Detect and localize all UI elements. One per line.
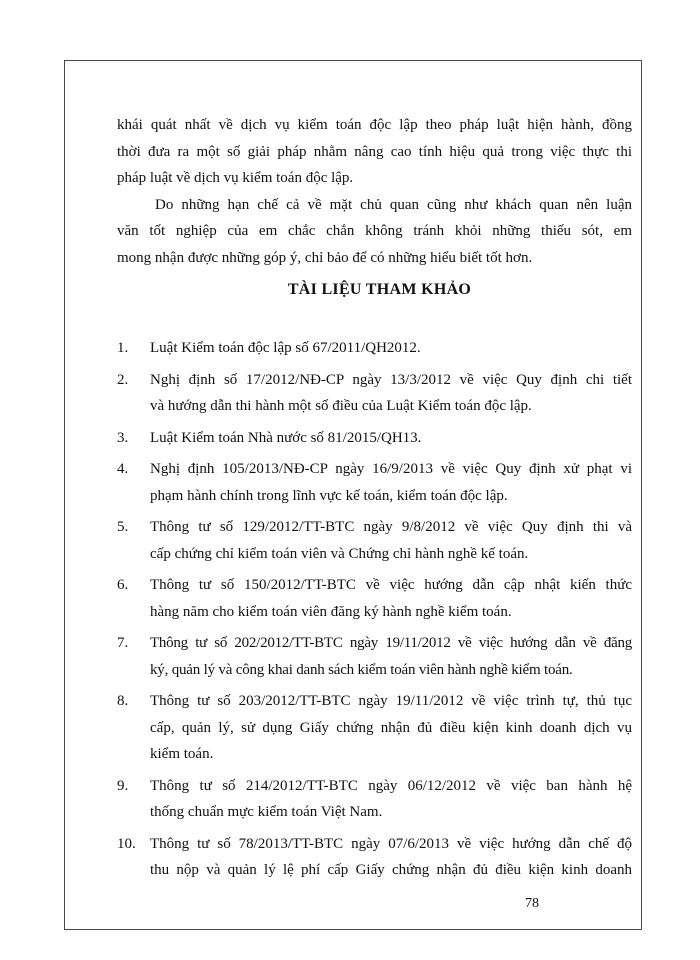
reference-item — [117, 514, 632, 567]
conclusion-section — [117, 112, 632, 271]
text-line: Nghị định số 17/2012/NĐ-CP ngày 13/3/2012 về việc Quy định chi tiết — [150, 371, 632, 388]
reference-text — [150, 831, 632, 884]
text-line: ký, quản lý và công khai danh sách kiểm toán viên hành nghề kiểm toán. — [150, 661, 573, 678]
text-line: Thông tư số 202/2012/TT-BTC ngày 19/11/2012 về việc hướng dẫn về đăng — [150, 635, 632, 651]
references-heading: TÀI LIỆU THAM KHẢO — [287, 281, 472, 298]
references-list — [117, 335, 632, 884]
reference-text — [150, 456, 632, 509]
text-line: văn tốt nghiệp của em chắc chắn không tránh khỏi những thiếu sót, em — [117, 223, 632, 239]
text-line: Thông tư số 150/2012/TT-BTC về việc hướng dẫn cập nhật kiến thức — [150, 577, 632, 593]
reference-text — [150, 425, 632, 452]
reference-item — [117, 630, 632, 683]
reference-text — [150, 514, 632, 567]
reference-item — [117, 367, 632, 420]
reference-text — [150, 367, 632, 420]
reference-item — [117, 335, 632, 362]
reference-number: 5. — [117, 519, 129, 535]
text-line: kiểm toán. — [150, 746, 214, 762]
reference-item — [117, 572, 632, 625]
text-line: Thông tư số 214/2012/TT-BTC ngày 06/12/2012 về việc ban hành hệ — [150, 777, 632, 794]
reference-text — [150, 630, 632, 683]
reference-number: 1. — [117, 340, 129, 356]
conclusion-paragraph-1 — [117, 112, 632, 192]
text-line: Thông tư số 203/2012/TT-BTC ngày 19/11/2012 về việc trình tự, thủ tục — [150, 693, 632, 709]
reference-number: 10. — [117, 835, 136, 852]
text-line: mong nhận được những góp ý, chỉ bảo để có những hiểu biết tốt hơn. — [117, 249, 533, 266]
text-line: phạm hành chính trong lĩnh vực kế toán, kiểm toán độc lập. — [150, 487, 508, 504]
text-line: và hướng dẫn thi hành một số điều của Luật Kiểm toán độc lập. — [150, 398, 532, 414]
reference-text — [150, 335, 632, 362]
reference-text — [150, 572, 632, 625]
reference-item — [117, 688, 632, 768]
page-number: 78 — [525, 896, 539, 911]
text-line: cấp, quản lý, sử dụng Giấy chứng nhận đủ điều kiện kinh doanh dịch vụ — [150, 719, 632, 736]
reference-item — [117, 456, 632, 509]
reference-number: 6. — [117, 577, 129, 593]
conclusion-paragraph-2 — [117, 192, 632, 272]
reference-number: 4. — [117, 461, 129, 477]
text-line: pháp luật về dịch vụ kiểm toán độc lập. — [117, 170, 354, 186]
text-line: Luật Kiểm toán độc lập số 67/2011/QH2012. — [150, 340, 421, 356]
reference-number: 2. — [117, 371, 129, 388]
text-line: Do những hạn chế cả về mặt chủ quan cũng như khách quan nên luận — [155, 196, 632, 213]
reference-number: 3. — [117, 429, 129, 446]
text-line: khái quát nhất về dịch vụ kiểm toán độc lập theo pháp luật hiện hành, đồng — [117, 117, 632, 133]
reference-text — [150, 773, 632, 826]
text-line: thời đưa ra một số giải pháp nhằm nâng cao tính hiệu quả trong việc thực thi — [117, 143, 632, 160]
reference-item — [117, 425, 632, 452]
document-body — [117, 112, 632, 889]
text-line: Thông tư số 78/2013/TT-BTC ngày 07/6/2013 về việc hướng dẫn chế độ — [150, 835, 632, 852]
text-line: hàng năm cho kiểm toán viên đăng ký hành nghề kiểm toán. — [150, 603, 512, 620]
reference-item — [117, 831, 632, 884]
text-line: thu nộp và quản lý lệ phí cấp Giấy chứng nhận đủ điều kiện kinh doanh — [150, 862, 632, 878]
reference-number: 9. — [117, 777, 129, 794]
text-line: Nghị định 105/2013/NĐ-CP ngày 16/9/2013 về việc Quy định xử phạt vi — [150, 461, 632, 477]
reference-number: 8. — [117, 693, 129, 709]
text-line: Thông tư số 129/2012/TT-BTC ngày 9/8/2012 về việc Quy định thi và — [150, 519, 632, 535]
reference-item — [117, 773, 632, 826]
reference-text — [150, 688, 632, 768]
text-line: thống chuẩn mực kiểm toán Việt Nam. — [150, 804, 383, 820]
text-line: Luật Kiểm toán Nhà nước số 81/2015/QH13. — [150, 429, 422, 446]
text-line: cấp chứng chỉ kiểm toán viên và Chứng chỉ hành nghề kế toán. — [150, 545, 529, 562]
reference-number: 7. — [117, 635, 129, 651]
